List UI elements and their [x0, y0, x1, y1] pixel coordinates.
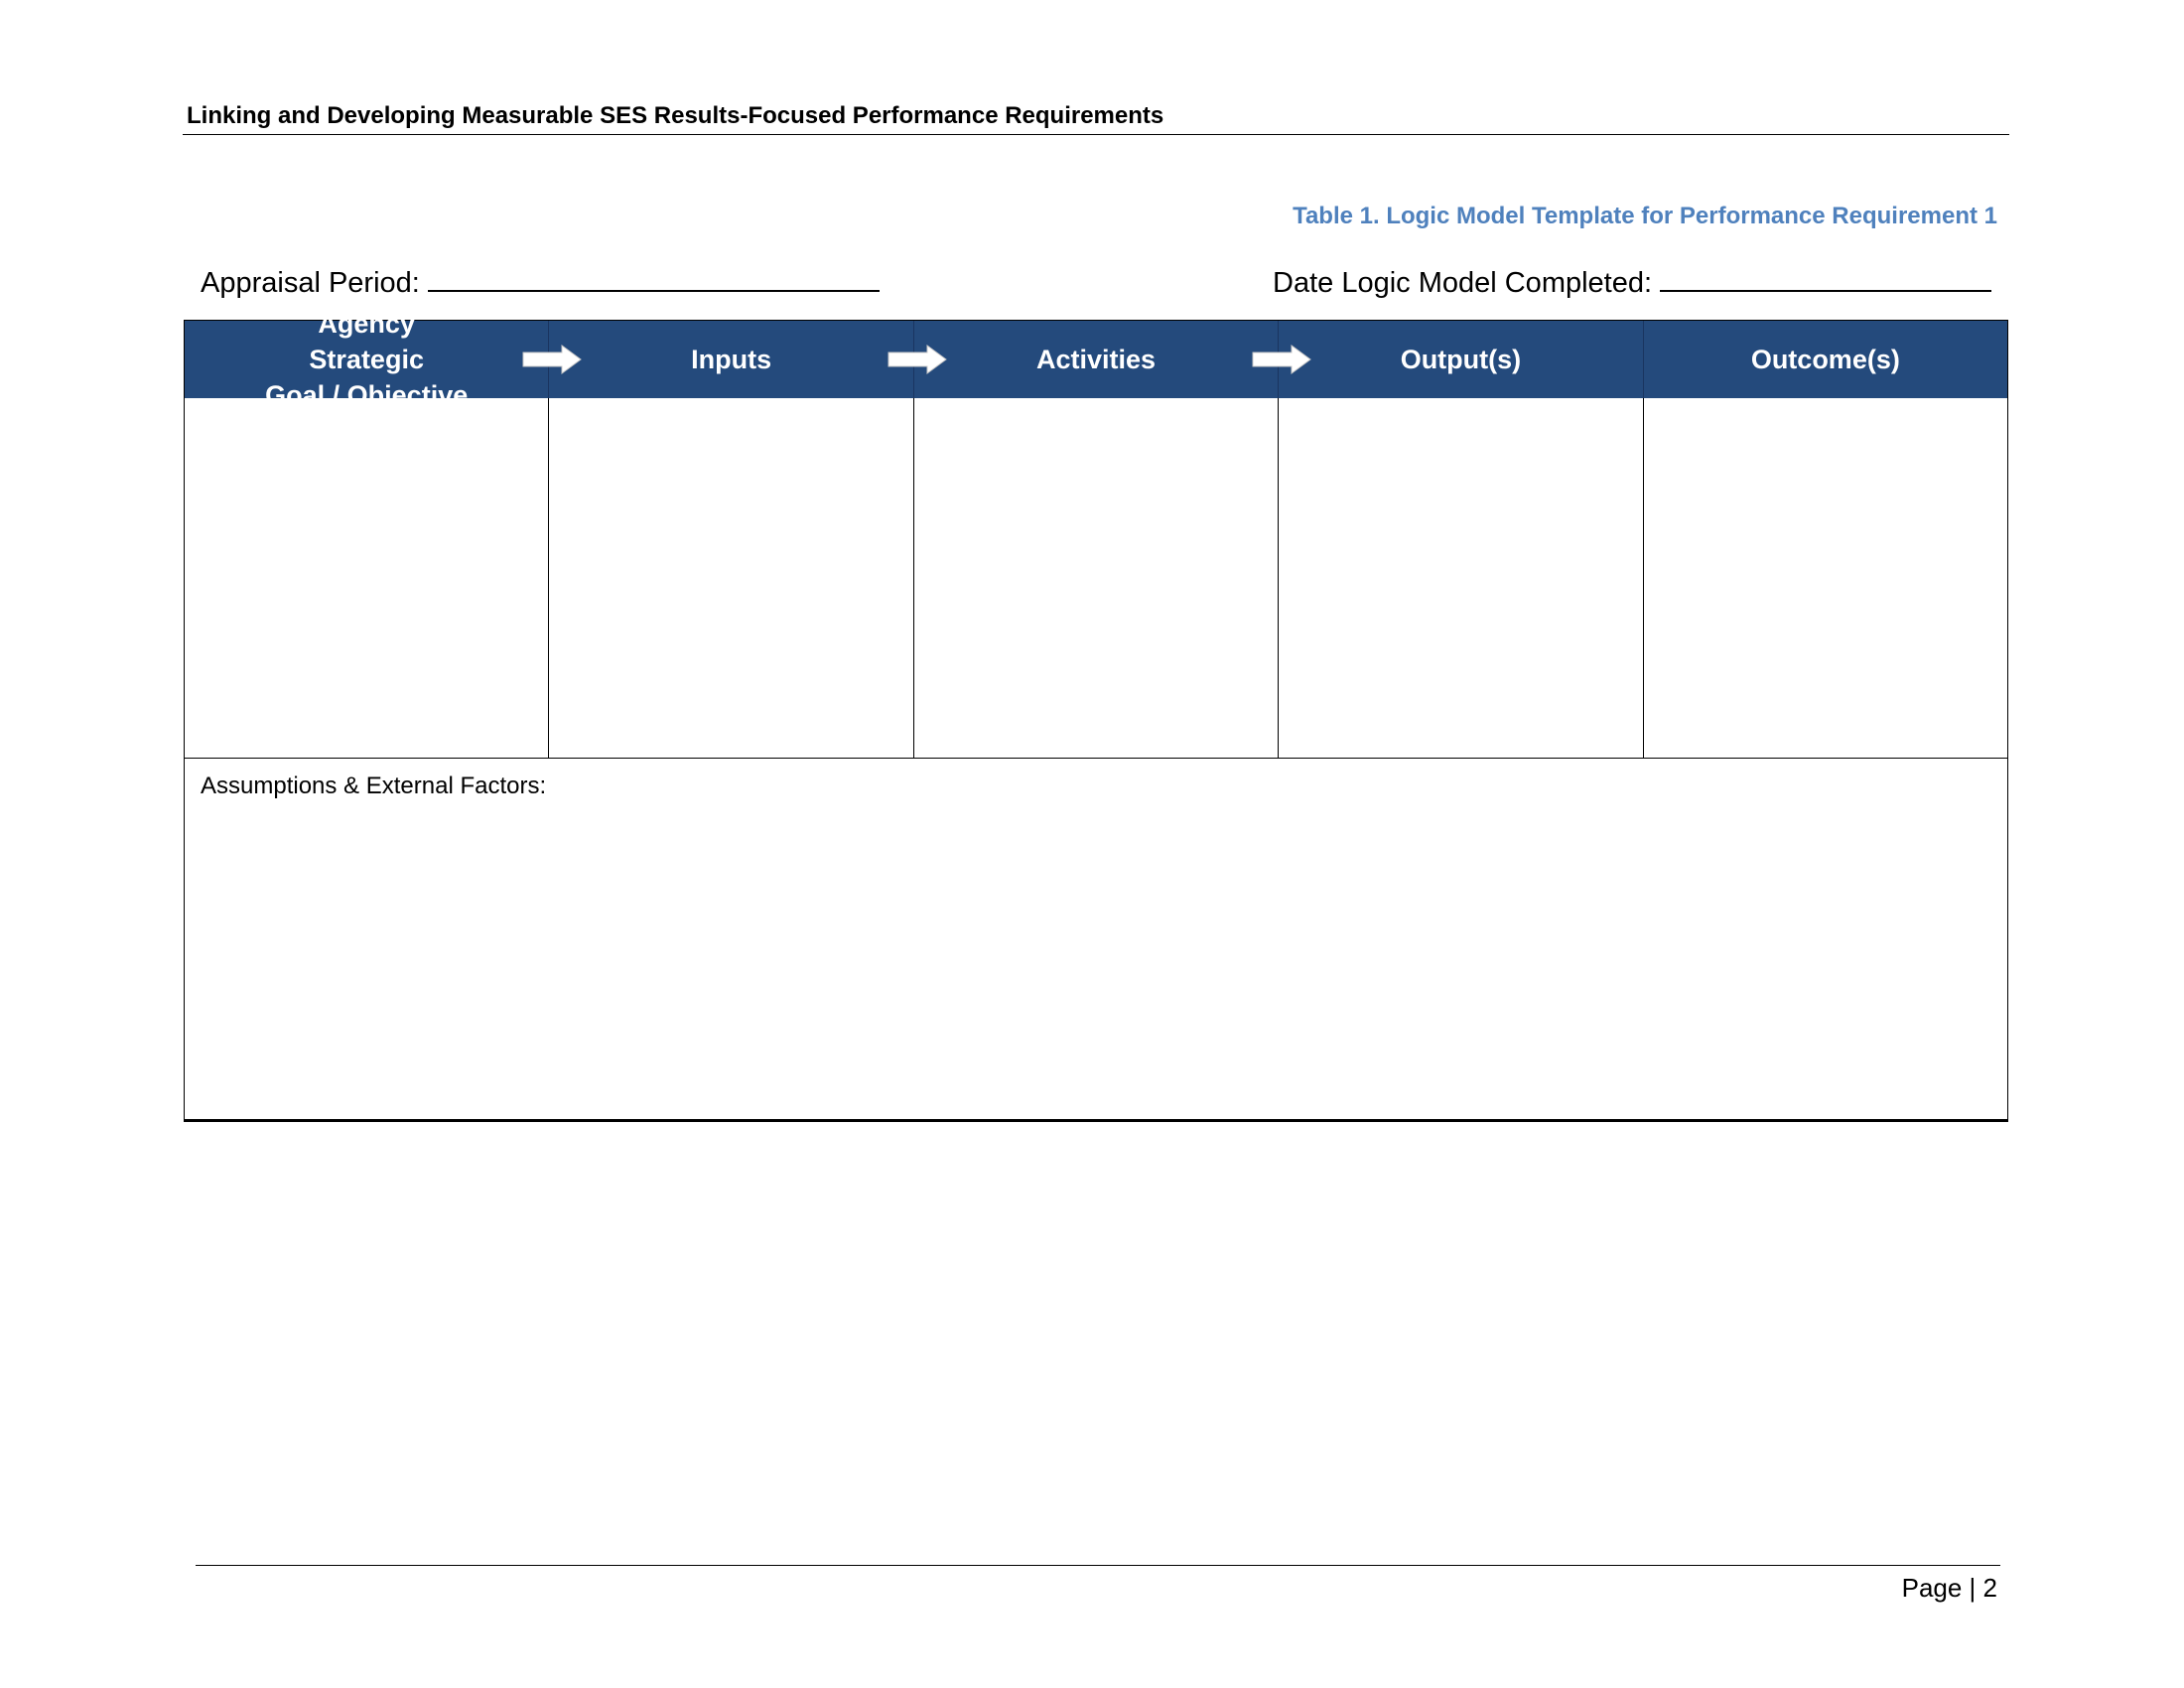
column-header-strategic-goal-line1: Agency Strategic	[309, 309, 424, 374]
assumptions-label: Assumptions & External Factors:	[201, 773, 547, 799]
column-header-outcomes	[1644, 321, 2007, 398]
footer-rule	[196, 1565, 2000, 1566]
outputs-cell[interactable]	[1279, 398, 1643, 758]
activities-cell[interactable]	[914, 398, 1279, 758]
column-header-activities	[914, 321, 1279, 398]
appraisal-period-blank[interactable]	[428, 262, 880, 292]
strategic-goal-cell[interactable]	[185, 398, 549, 758]
table-caption: Table 1. Logic Model Template for Performance Requirement 1	[1293, 203, 1997, 229]
inputs-cell[interactable]	[549, 398, 913, 758]
date-completed-label: Date Logic Model Completed:	[1273, 267, 1653, 299]
column-header-strategic-goal	[185, 309, 549, 410]
right-arrow-icon	[522, 345, 582, 374]
table-body-row	[185, 398, 2007, 759]
column-header-outcomes-label: Outcome(s)	[1750, 345, 1900, 374]
column-header-activities-label: Activities	[1035, 345, 1157, 374]
outcomes-cell[interactable]	[1644, 398, 2007, 758]
logic-model-table	[184, 309, 2008, 1122]
column-header-inputs-label: Inputs	[691, 345, 772, 374]
table-header-row	[185, 309, 2007, 410]
header-rule	[183, 134, 2009, 135]
right-arrow-icon	[887, 345, 947, 374]
right-arrow-icon	[1252, 345, 1311, 374]
date-completed-blank[interactable]	[1660, 262, 1991, 292]
appraisal-period-field[interactable]	[201, 262, 880, 300]
column-header-outputs	[1279, 321, 1643, 398]
column-header-strategic-goal-line2: Goal / Objective	[265, 380, 469, 410]
page-number: Page | 2	[1901, 1573, 1997, 1603]
appraisal-period-label: Appraisal Period:	[201, 267, 420, 299]
date-completed-field[interactable]	[1273, 262, 1991, 300]
assumptions-cell[interactable]	[185, 759, 2007, 1118]
column-header-inputs	[549, 321, 913, 398]
column-header-outputs-label: Output(s)	[1400, 345, 1522, 374]
document-header-title: Linking and Developing Measurable SES Results-Focused Performance Requirements	[187, 102, 1164, 129]
